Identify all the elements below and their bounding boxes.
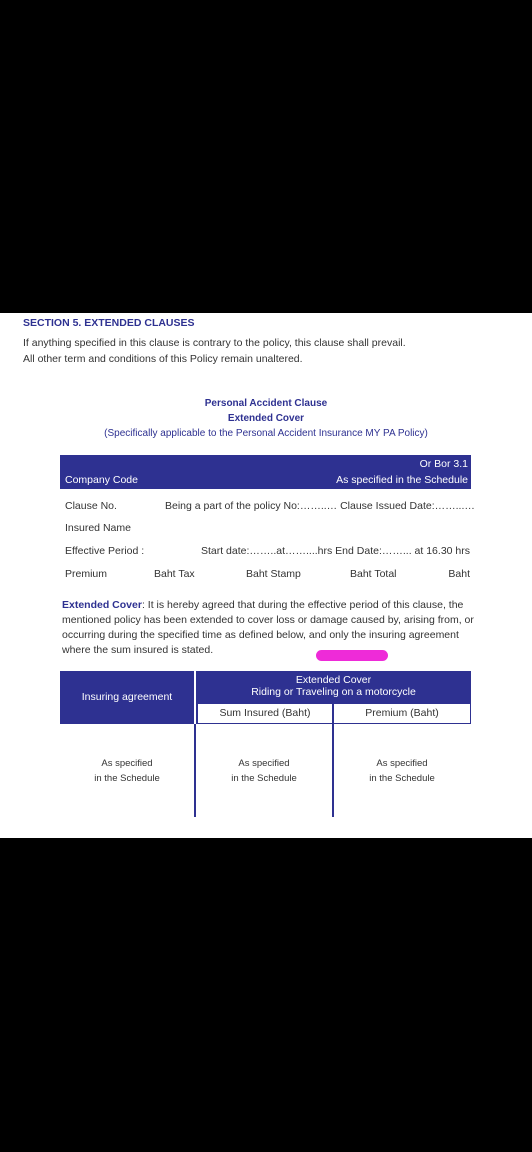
as-specified-label: As specified in the Schedule <box>336 474 468 486</box>
baht-tax-label: Baht Tax <box>154 568 195 580</box>
or-bor-label: Or Bor 3.1 <box>419 458 468 470</box>
clause-note: (Specifically applicable to the Personal Accident Insurance MY PA Policy) <box>104 428 428 439</box>
extended-cover-header-line2: Riding or Traveling on a motorcycle <box>251 686 416 698</box>
insuring-agreement-header <box>60 671 194 724</box>
table-cell-sum-insured <box>196 756 332 786</box>
insured-name-label: Insured Name <box>65 522 131 534</box>
premium-label: Premium <box>65 568 108 580</box>
premium-header: Premium (Baht) <box>334 704 470 723</box>
dates-text: Start date:……..at……....hrs End Date:……... at 16.30 hrs <box>200 545 470 557</box>
section-title: SECTION 5. EXTENDED CLAUSES <box>23 317 195 329</box>
intro-line-1: If anything specified in this clause is contrary to the policy, this clause shall prevail. <box>23 337 406 349</box>
extended-cover-header-line1: Extended Cover <box>295 674 372 686</box>
cell-line: in the Schedule <box>369 773 435 784</box>
cell-line: As specified <box>238 758 290 769</box>
extended-cover-paragraph <box>62 598 474 658</box>
table-cell-premium <box>334 756 470 786</box>
policy-number-text: Being a part of the policy No:……..… Clause Issued Date:……...… <box>165 500 475 512</box>
extended-cover-label: Extended Cover <box>62 599 142 611</box>
effective-period-label: Effective Period : <box>65 545 145 557</box>
cell-line: in the Schedule <box>231 773 297 784</box>
baht-label: Baht <box>448 568 470 580</box>
table-cell-insuring-agreement <box>60 756 194 786</box>
company-code-label: Company Code <box>65 474 138 486</box>
cell-line: in the Schedule <box>94 773 160 784</box>
insuring-agreement-label: Insuring agreement <box>81 691 173 703</box>
cell-line: As specified <box>376 758 428 769</box>
highlight-mark <box>316 650 388 661</box>
company-code-bar <box>60 455 471 489</box>
sum-insured-header: Sum Insured (Baht) <box>198 704 332 723</box>
document-page <box>0 313 532 838</box>
baht-stamp-label: Baht Stamp <box>246 568 301 580</box>
clause-title: Personal Accident Clause <box>204 398 328 409</box>
extended-cover-text: : It is hereby agreed that during the effective period of this clause, the mentioned policy has been extended to cover loss or damage caused by, arising from, or occurring during the specified time as defined below, and only the insuring agreement where the sum insured is stated. <box>62 599 474 656</box>
baht-total-label: Baht Total <box>350 568 397 580</box>
intro-line-2: All other term and conditions of this Policy remain unaltered. <box>23 353 303 365</box>
clause-subtitle: Extended Cover <box>227 413 305 424</box>
cell-line: As specified <box>101 758 153 769</box>
clause-no-label: Clause No. <box>65 500 117 512</box>
